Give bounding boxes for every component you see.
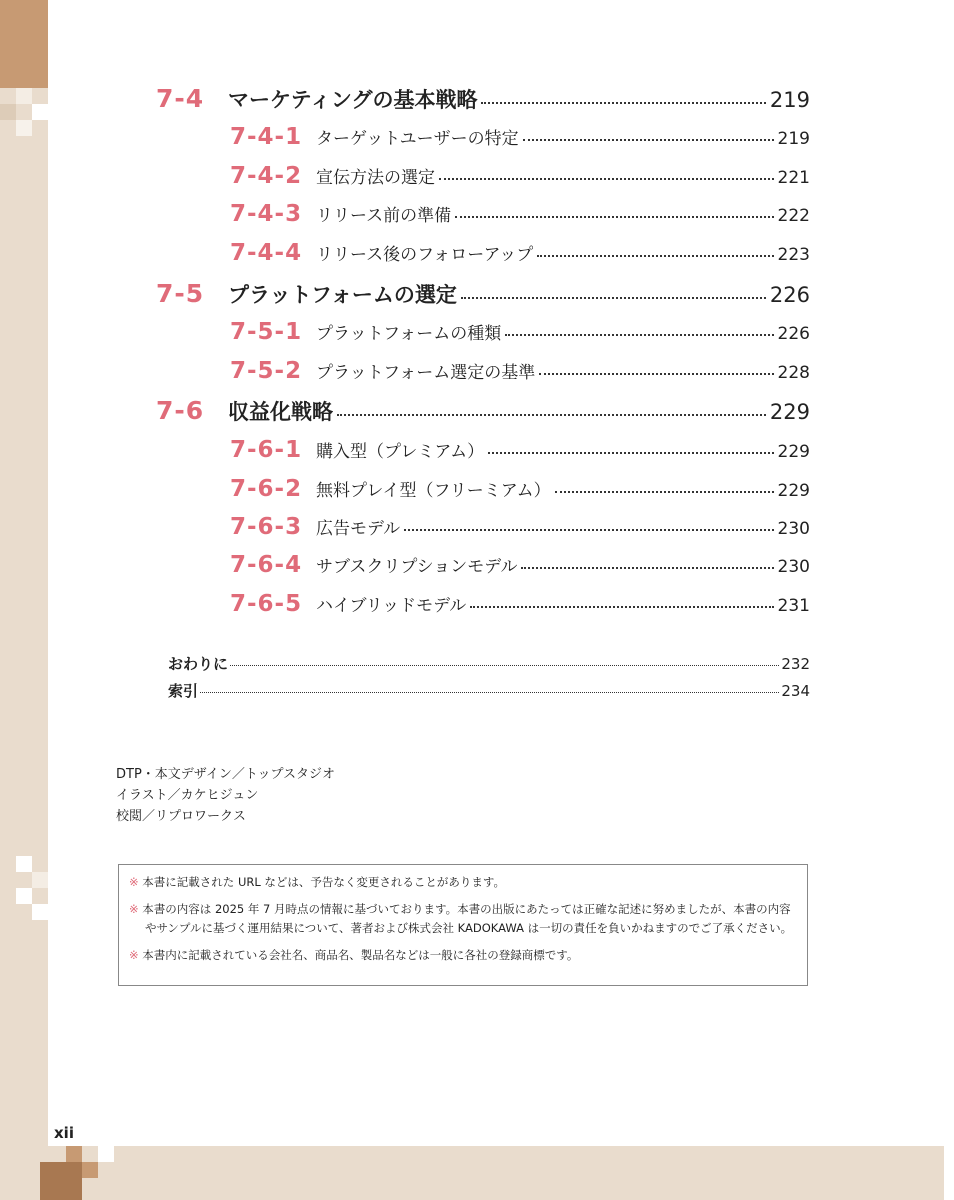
subsection-page: 230 [777, 519, 810, 539]
pixel-decoration [32, 904, 48, 920]
subsection-number: 7-6-5 [230, 591, 303, 617]
toc-section[interactable] [156, 279, 810, 309]
subsection-page: 219 [777, 129, 810, 149]
toc-subsection[interactable] [230, 240, 810, 266]
leader-dots [539, 373, 773, 375]
subsection-page: 229 [777, 481, 810, 501]
leader-dots [523, 139, 774, 141]
subsection-number: 7-6-1 [230, 437, 303, 463]
subsection-title: 購入型（プレミアム） [316, 442, 485, 462]
toc-subsection[interactable] [230, 124, 810, 150]
note-mark-icon: ※ [129, 902, 139, 916]
notice-item [129, 900, 797, 938]
section-page: 229 [769, 400, 810, 424]
section-page: 219 [769, 88, 810, 112]
subsection-page: 228 [777, 363, 810, 383]
credits [116, 764, 335, 827]
section-page: 226 [769, 283, 810, 307]
subsection-number: 7-6-2 [230, 476, 303, 502]
toc-subsection[interactable] [230, 476, 810, 502]
subsection-title: 無料プレイ型（フリーミアム） [316, 481, 551, 501]
credit-line: イラスト／カケヒジュン [116, 788, 259, 803]
leader-dots [461, 297, 766, 299]
subsection-title: 宣伝方法の選定 [316, 168, 435, 188]
bottom-band-dark-block [40, 1162, 82, 1200]
subsection-number: 7-5-2 [230, 358, 303, 384]
toc-endmatter-item[interactable] [168, 653, 810, 674]
subsection-number: 7-6-3 [230, 514, 303, 540]
leader-dots [521, 567, 773, 569]
pixel-decoration [82, 1162, 98, 1178]
subsection-title: サブスクリプションモデル [316, 557, 518, 577]
endmatter-page: 232 [781, 655, 810, 673]
leader-dots [439, 178, 774, 180]
subsection-number: 7-5-1 [230, 319, 303, 345]
pixel-decoration [16, 120, 32, 136]
credit-line: DTP・本文デザイン／トップスタジオ [116, 767, 335, 782]
subsection-number: 7-6-4 [230, 552, 303, 578]
subsection-page: 231 [777, 596, 810, 616]
subsection-title: ハイブリッドモデル [316, 596, 467, 616]
notice-item [129, 873, 797, 892]
pixel-decoration [16, 856, 32, 872]
subsection-number: 7-4-3 [230, 201, 303, 227]
toc-subsection[interactable] [230, 319, 810, 345]
leader-dots [537, 255, 773, 257]
left-band-top-block [0, 0, 48, 88]
notice-box [118, 864, 808, 986]
notice-text: 本書に記載された URL などは、予告なく変更されることがあります。 [142, 875, 505, 889]
subsection-title: リリース前の準備 [316, 206, 452, 226]
toc-section[interactable] [156, 396, 810, 426]
section-number: 7-4 [156, 84, 205, 113]
endmatter-title: 索引 [168, 682, 199, 700]
subsection-title: 広告モデル [316, 519, 401, 539]
leader-dots [337, 414, 766, 416]
leader-dots [470, 606, 773, 608]
toc-subsection[interactable] [230, 591, 810, 617]
section-number: 7-6 [156, 396, 205, 425]
leader-dots [488, 452, 773, 454]
toc-section[interactable] [156, 84, 810, 114]
leader-dots [555, 491, 774, 493]
notice-text: 本書内に記載されている会社名、商品名、製品名などは一般に各社の登録商標です。 [142, 948, 579, 962]
subsection-title: プラットフォームの種類 [316, 324, 502, 344]
endmatter-page: 234 [781, 682, 810, 700]
section-title: マーケティングの基本戦略 [228, 88, 478, 112]
endmatter-title: おわりに [168, 655, 229, 673]
subsection-page: 229 [777, 442, 810, 462]
subsection-page: 230 [777, 557, 810, 577]
note-mark-icon: ※ [129, 875, 139, 889]
page-number: xii [54, 1124, 74, 1142]
pixel-decoration [16, 88, 32, 104]
notice-item [129, 946, 797, 965]
section-title: 収益化戦略 [228, 400, 333, 424]
pixel-decoration [66, 1146, 82, 1162]
pixel-decoration [16, 888, 32, 904]
toc-subsection[interactable] [230, 514, 810, 540]
left-decorative-band [0, 0, 48, 1200]
subsection-title: プラットフォーム選定の基準 [316, 363, 536, 383]
subsection-title: リリース後のフォローアップ [316, 245, 534, 265]
leader-dots [230, 665, 779, 666]
subsection-page: 223 [777, 245, 810, 265]
leader-dots [200, 692, 779, 693]
pixel-decoration [0, 104, 16, 120]
leader-dots [404, 529, 773, 531]
subsection-title: ターゲットユーザーの特定 [316, 129, 519, 149]
section-title: プラットフォームの選定 [228, 283, 457, 307]
subsection-page: 222 [777, 206, 810, 226]
toc-subsection[interactable] [230, 201, 810, 227]
subsection-page: 221 [777, 168, 810, 188]
toc-subsection[interactable] [230, 552, 810, 578]
toc-subsection[interactable] [230, 358, 810, 384]
subsection-number: 7-4-1 [230, 124, 303, 150]
credit-line: 校閲／リプロワークス [116, 809, 246, 824]
leader-dots [455, 216, 773, 218]
notice-text: 本書の内容は 2025 年 7 月時点の情報に基づいております。本書の出版にあたっては正確な記述に努めましたが、本書の内容やサンプルに基づく運用結果について、著者および株式会社 KADOKAWA は一切の責任を負いかねますのでご了承ください。 [142, 902, 793, 935]
leader-dots [481, 102, 765, 104]
leader-dots [505, 334, 773, 336]
toc-subsection[interactable] [230, 437, 810, 463]
toc-subsection[interactable] [230, 163, 810, 189]
subsection-page: 226 [777, 324, 810, 344]
note-mark-icon: ※ [129, 948, 139, 962]
toc-endmatter-item[interactable] [168, 680, 810, 701]
pixel-decoration [32, 104, 48, 120]
bottom-decorative-band [40, 1146, 944, 1200]
subsection-number: 7-4-2 [230, 163, 303, 189]
pixel-decoration [98, 1146, 114, 1162]
subsection-number: 7-4-4 [230, 240, 303, 266]
pixel-decoration [32, 872, 48, 888]
section-number: 7-5 [156, 279, 205, 308]
